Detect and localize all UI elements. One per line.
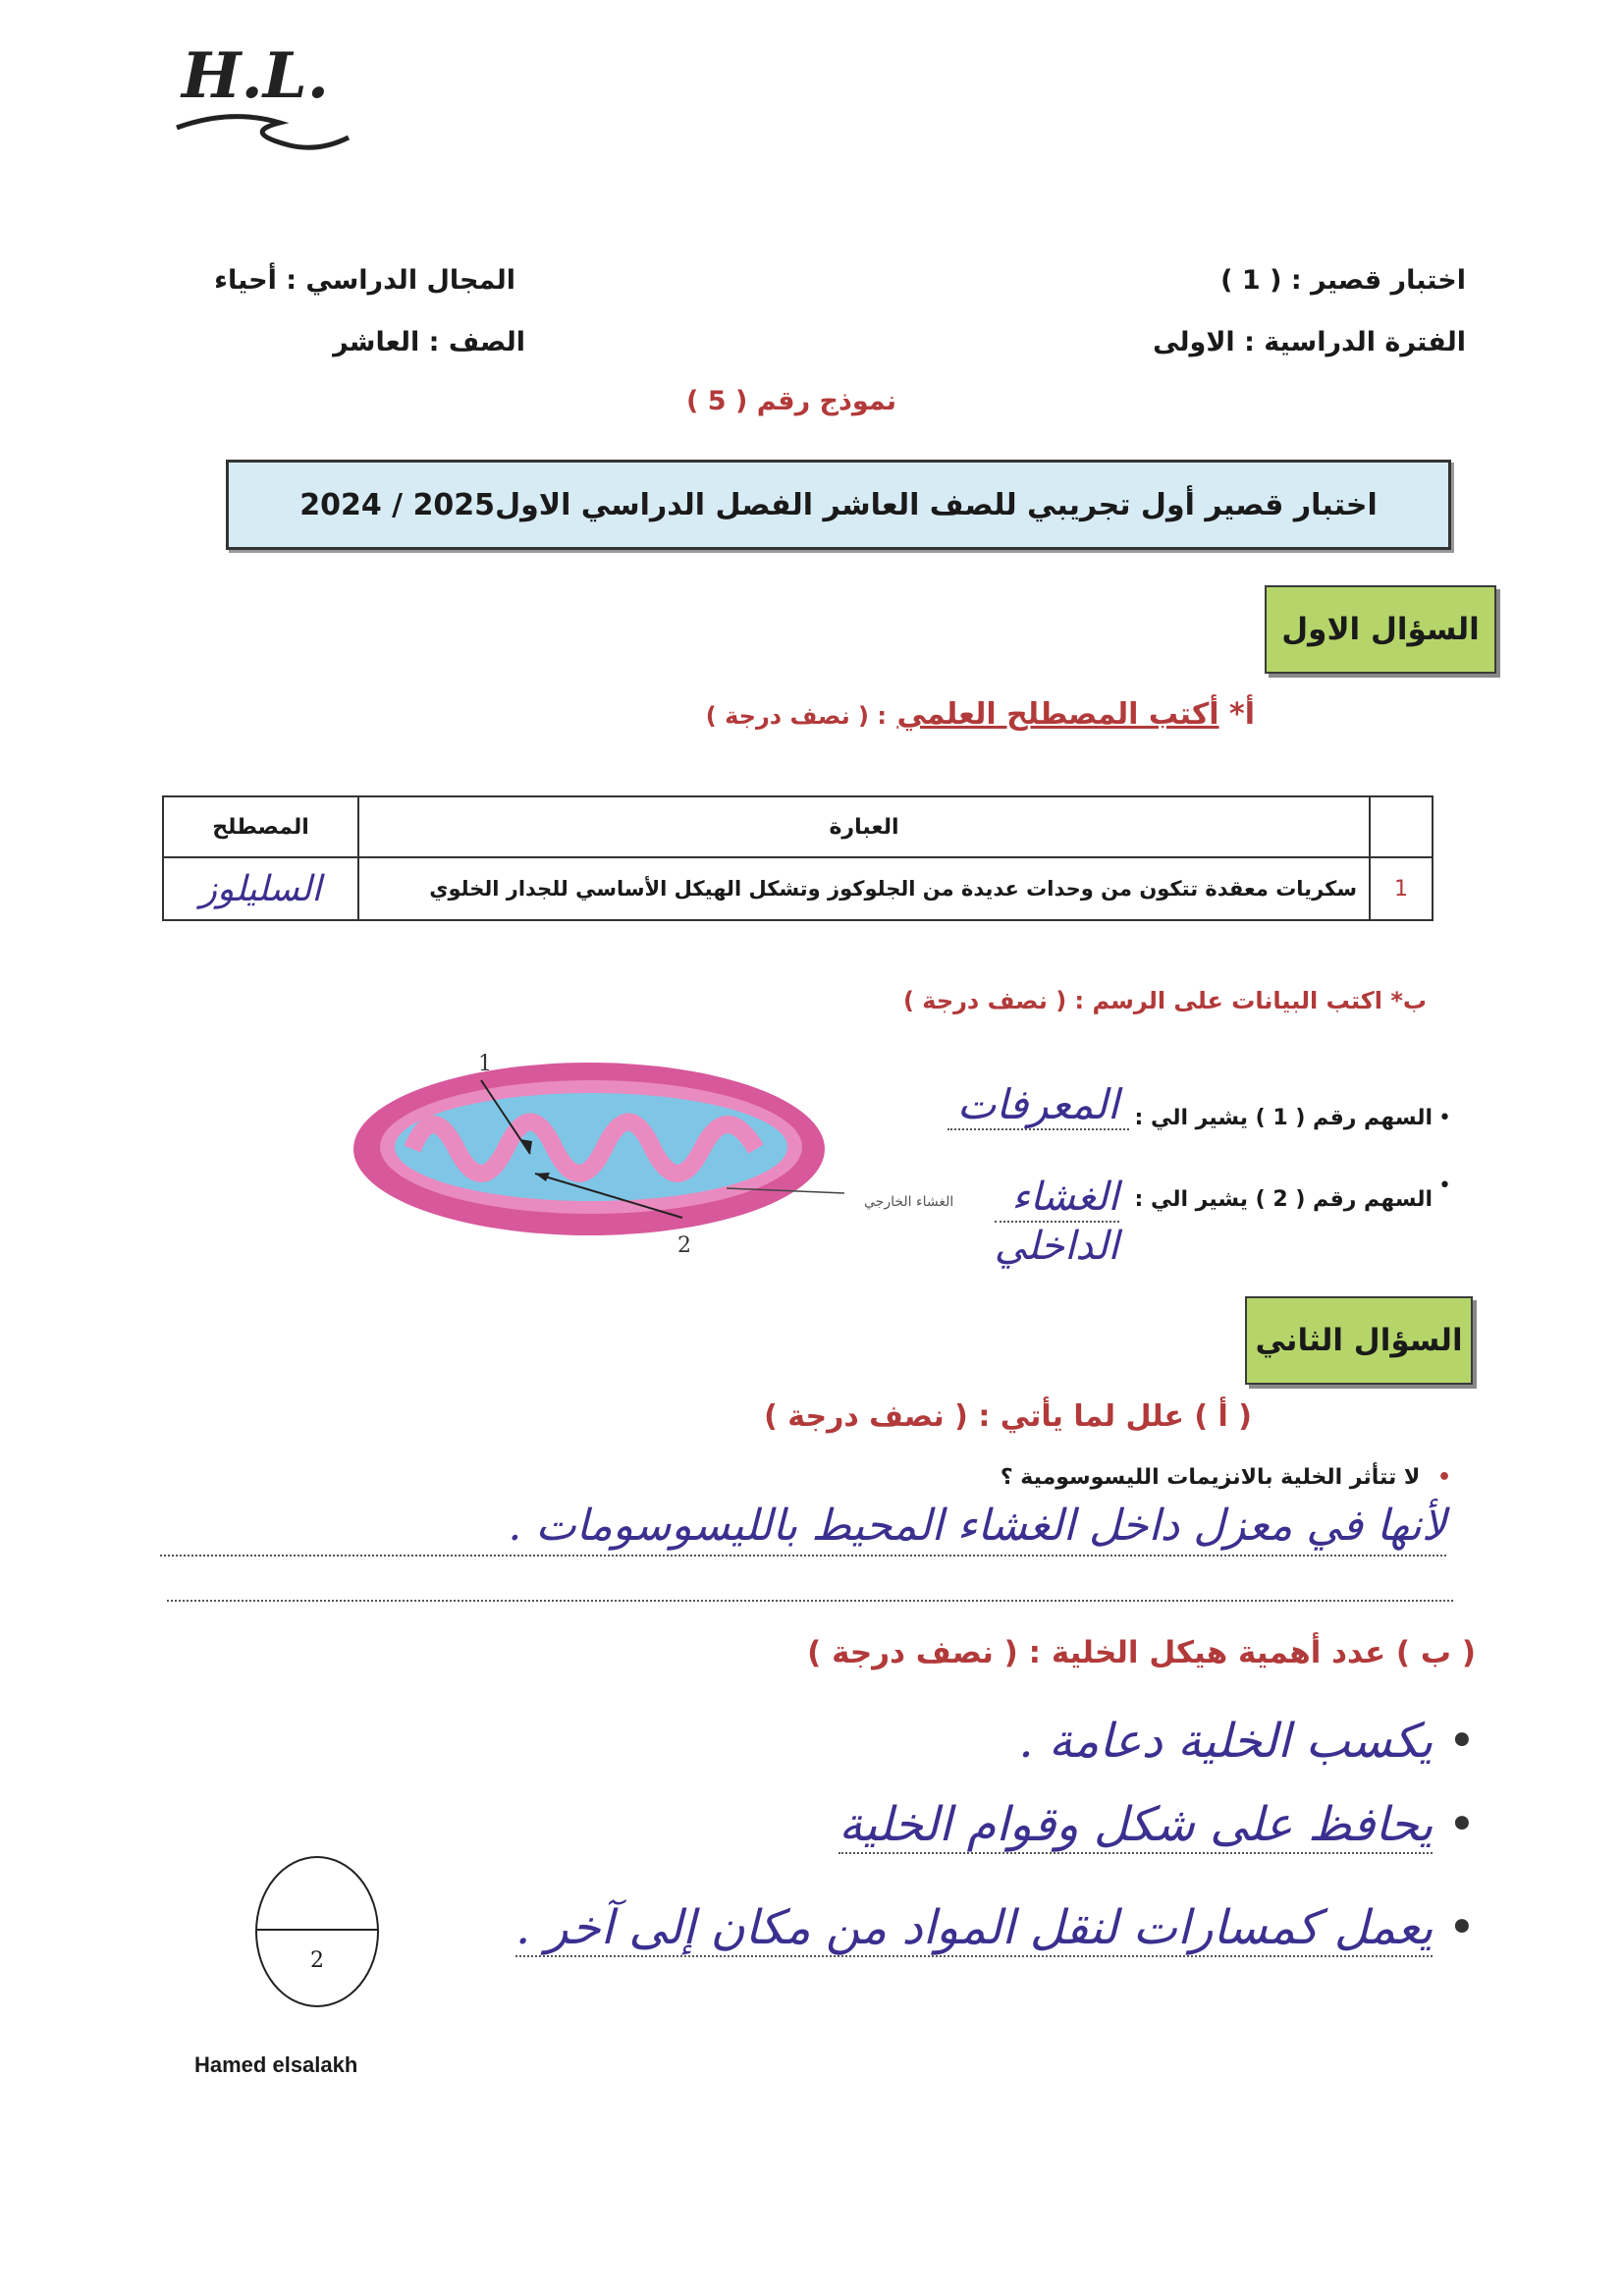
arrow2-answer-line1: الغشاء	[995, 1174, 1119, 1223]
q1-part-a-points: : ( نصف درجة )	[705, 702, 887, 730]
term-table	[162, 795, 1434, 921]
diagram-membrane-label: الغشاء الخارجي	[864, 1194, 954, 1210]
row-answer: السليلوز	[163, 857, 358, 920]
q2-heading	[1245, 1296, 1473, 1385]
answer-bullet-2: •	[1447, 1797, 1476, 1852]
answer-line-2	[839, 1797, 1476, 1852]
q1-heading-text: السؤال الاول	[1281, 612, 1480, 647]
num-header-cell	[1370, 796, 1433, 857]
period: الفترة الدراسية : الاولى	[1153, 327, 1466, 357]
answer-2-text: يحافظ على شكل وقوام الخلية	[839, 1797, 1434, 1852]
q2-question-text: لا تتأثر الخلية بالانزيمات الليسوسومية ؟	[1000, 1465, 1421, 1490]
answer-line-1	[1018, 1714, 1476, 1769]
arrow2-text: السهم رقم ( 2 ) يشير الي :	[1134, 1187, 1434, 1212]
row-number: 1	[1370, 857, 1433, 920]
diagram-label-2: 2	[677, 1233, 691, 1258]
model-number: نموذج رقم ( 5 )	[686, 386, 896, 416]
score-total: 2	[310, 1948, 324, 1973]
signature-flourish	[172, 98, 368, 157]
answer-bullet-1: •	[1447, 1714, 1476, 1769]
q2-part-a-title: ( أ ) علل لما يأتي : ( نصف درجة )	[764, 1399, 1252, 1434]
arrow2-item	[985, 1174, 1451, 1270]
q2-part-b-title: ( ب ) عدد أهمية هيكل الخلية : ( نصف درجة )	[807, 1635, 1476, 1670]
statement-header: العبارة	[358, 796, 1370, 857]
footer-author: Hamed elsalakh	[194, 2052, 358, 2077]
term-header: المصطلح	[163, 796, 358, 857]
q2-part-a-answer: لأنها في معزل داخل الغشاء المحيط بالليسوسومات .	[160, 1501, 1446, 1557]
q1-part-a-prefix: أ*	[1229, 697, 1255, 732]
answer-3-text: يعمل كمسارات لنقل المواد من مكان إلى آخر .	[514, 1900, 1434, 1955]
arrow1-text: السهم رقم ( 1 ) يشير الي :	[1134, 1106, 1434, 1130]
q2-part-a-question	[1001, 1465, 1451, 1490]
arrow1-item	[947, 1080, 1451, 1130]
score-divider	[257, 1929, 377, 1931]
answer-bullet-3: •	[1447, 1900, 1476, 1955]
mitochondrion-diagram	[324, 1041, 954, 1267]
q1-part-b-title: ب* اكتب البيانات على الرسم : ( نصف درجة )	[902, 987, 1427, 1014]
grade: الصف : العاشر	[333, 327, 525, 357]
answer-1-text: يكسب الخلية دعامة .	[1018, 1714, 1434, 1769]
title-text: اختبار قصير أول تجريبي للصف العاشر الفصل الدراسي الاول2025 / 2024	[299, 487, 1378, 522]
signature: H.L.	[182, 39, 330, 113]
q2-heading-text: السؤال الثاني	[1255, 1323, 1463, 1358]
row-statement: سكريات معقدة تتكون من وحدات عديدة من الجلوكوز وتشكل الهيكل الأساسي للجدار الخلوي	[358, 857, 1370, 920]
table-row	[163, 857, 1433, 920]
arrow2-answer	[985, 1174, 1129, 1270]
answer-line-3	[515, 1900, 1476, 1955]
title-banner	[226, 460, 1451, 550]
bullet-1: •	[1438, 1106, 1451, 1130]
question-bullet: •	[1436, 1465, 1451, 1490]
arrow1-answer: المعرفات	[947, 1080, 1129, 1130]
arrow2-answer-line2: الداخلي	[994, 1224, 1119, 1269]
q1-heading	[1265, 585, 1496, 674]
bullet-2: •	[1438, 1174, 1451, 1198]
q2-answer-blank-line	[167, 1596, 1453, 1602]
score-oval	[255, 1856, 379, 2007]
subject: المجال الدراسي : أحياء	[214, 265, 515, 296]
quiz-number: اختبار قصير : ( 1 )	[1220, 265, 1466, 296]
diagram-label-1: 1	[478, 1052, 492, 1076]
q1-part-a-title	[706, 697, 1255, 732]
q1-part-a-main: أكتب المصطلح العلمي	[896, 697, 1219, 732]
